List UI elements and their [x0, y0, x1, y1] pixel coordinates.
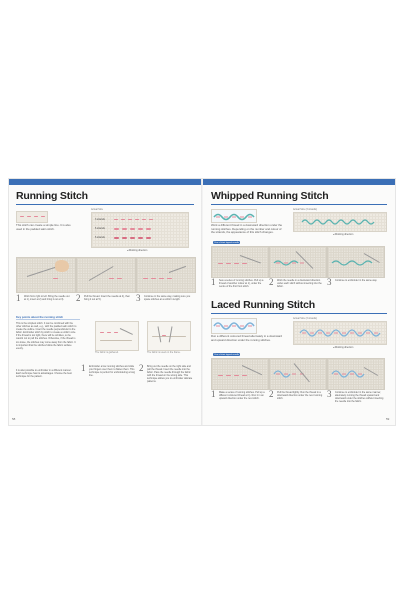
technique-1-number: 1: [81, 363, 86, 373]
whipped-step-2-photo: [269, 246, 327, 278]
right-top-bar: [203, 179, 395, 185]
fabric-stretched-caption: The fabric is used on the frame.: [147, 351, 181, 354]
step-2-text: Pull the thread. Insert the needle at 4), then bring it out at 5).: [84, 295, 130, 302]
laced-title: Laced Running Stitch: [211, 299, 315, 311]
whipped-title: Whipped Running Stitch: [211, 190, 329, 202]
whipped-direction-text: Working direction: [334, 233, 354, 236]
whipped-step-1-photo: [211, 246, 269, 278]
running-stitch-intro: This stitch can create a simple line. It is also used in the padded satin stitch.: [16, 223, 71, 231]
strand-label-2: 6 strands: [95, 227, 105, 230]
whipped-step-1-number: 1: [211, 277, 216, 287]
technique-2-text: Bring out the needle on the right side and pull the thread. Insert the needle into the fabric. Pass the needle through the fabric with the thread on the wrong side. This technique allows you to embroider delicate patterns.: [147, 365, 193, 384]
step-2-number: 2: [76, 293, 81, 303]
laced-step-2-stitch: [270, 359, 326, 389]
laced-actual-fabric: [293, 321, 387, 345]
strand-label-3: 6 strands: [95, 236, 105, 239]
laced-step-1-text: Make a series of running stitches. Pull up a different coloured thread at 1). Run it in an upward direction under the next stitch.: [219, 391, 265, 401]
laced-step-3-photo: [327, 358, 385, 390]
whipped-actual-stitch: [294, 213, 386, 231]
step-1-photo: [16, 257, 76, 293]
whipped-wave-icon: [212, 211, 256, 223]
laced-step-3-number: 3: [327, 389, 332, 399]
right-page-number: 59: [386, 417, 390, 421]
whipped-step-3-number: 3: [327, 277, 332, 287]
laced-step-2-photo: [269, 358, 327, 390]
technique-2-number: 2: [139, 363, 144, 373]
laced-step-2-number: 2: [269, 389, 274, 399]
whipped-needle-badge: Use a blunt tipped needle: [214, 241, 239, 244]
laced-step-1-photo: [211, 358, 269, 390]
gathered-diagram: [95, 321, 139, 351]
step-3-photo: [136, 257, 196, 293]
working-direction-text: Working direction: [128, 249, 148, 252]
laced-wave-icon: [212, 319, 256, 333]
key-points-title: Key points about the running stitch: [16, 315, 64, 319]
actual-size-label: Actual Size: [91, 208, 103, 211]
left-page: [9, 179, 201, 425]
right-page: [203, 179, 395, 425]
step-3-text: Continue in the same way, making sure you space stitches at a uniform length.: [144, 295, 191, 302]
working-direction-label: ◂ Working direction: [127, 249, 148, 252]
whipped-step-2-number: 2: [269, 277, 274, 287]
book-spread: [8, 178, 396, 426]
left-top-bar: [9, 179, 201, 185]
laced-step-2-text: Pull the thread lightly. Run the thread in a downward direction under the next running stitch.: [277, 391, 323, 401]
also-possible-text: It is also possible to embroider in a different manner. Each technique has its advantages. Choose the best technique for the pattern.: [16, 369, 72, 379]
laced-step-1-number: 1: [211, 389, 216, 399]
whipped-step-3-photo: [327, 246, 385, 278]
running-stitch-title: Running Stitch: [16, 190, 88, 202]
whipped-direction: ◂ Working direction: [333, 233, 354, 236]
whipped-rule: [211, 204, 387, 205]
laced-needle-badge: Use a blunt tipped needle: [214, 353, 239, 356]
step-3-number: 3: [136, 293, 141, 303]
intro-sample: [16, 211, 48, 223]
key-points-text: This is the simplest stitch. It can be combined with the other stitches as well, e.g., with the padded satin stitch to create the outline. Insert the needle perpendicular to the fabric. Embroider stitch by stitch to create a uniform size. If the thread is too tight, there will be wrinkles, so be careful not to pull the stitches. Otherwise, if the thread is too loose, the stitches may come away from the fabric. It is important that the stitches follow the fabric surface evenly.: [16, 322, 77, 350]
fabric-gathered-caption: The fabric is gathered.: [95, 351, 119, 354]
step-1-number: 1: [16, 293, 21, 303]
laced-direction: ◂ Working direction: [333, 346, 354, 349]
laced-actual-size-label: Actual Size (3 strands): [293, 317, 318, 320]
laced-rule: [211, 313, 387, 314]
title-rule: [16, 204, 194, 205]
laced-direction-text: Working direction: [334, 346, 354, 349]
whipped-actual-size-label: Actual Size (3 strands): [293, 208, 318, 211]
laced-intro-sample: [211, 318, 257, 334]
whipped-step-3-text: Continue to embroider in the same way.: [335, 279, 378, 282]
laced-step-3-text: Continue to embroider in the same manner, alternately running the thread upward and downward under the stitches without inserting the needle into the fabric.: [335, 391, 384, 404]
key-points-rule: [16, 319, 80, 320]
whipped-step-2-stitch: [270, 247, 326, 277]
whipped-intro-sample: [211, 209, 257, 223]
whipped-intro: Work a different thread in a downward direction under the running stitches. Depending on the number and colour of the strands, the appearance of this stitch changes.: [211, 223, 283, 235]
whipped-actual-fabric: [293, 212, 387, 232]
technique-1-text: Embroider a few running stitches and slide your fingers over them to flatten them. This technique is perfect for embroidering a long line.: [89, 365, 135, 378]
whipped-step-1-text: Sew a series of running stitches. Pull up a thread of another colour at 1), under the centre of the first front stitch.: [219, 279, 264, 289]
laced-actual-stitch: [294, 322, 386, 344]
whipped-step-3-stitch: [328, 247, 384, 277]
left-page-number: 58: [12, 417, 16, 421]
laced-intro: Run a different coloured thread alternately in a downward and upward direction under the running stitches.: [211, 334, 283, 342]
step-1-text: Work from right to left. Bring the needle out at 1), insert at 2) and bring it out at 3).: [24, 295, 70, 302]
stretched-diagram: [147, 321, 191, 351]
actual-size-fabric: [91, 212, 189, 248]
step-2-photo: [76, 257, 136, 293]
strand-label-1: 3 strands: [95, 218, 105, 221]
whipped-step-2-text: Work the needle in a downward direction under each stitch without inserting into the fabric.: [277, 279, 322, 289]
